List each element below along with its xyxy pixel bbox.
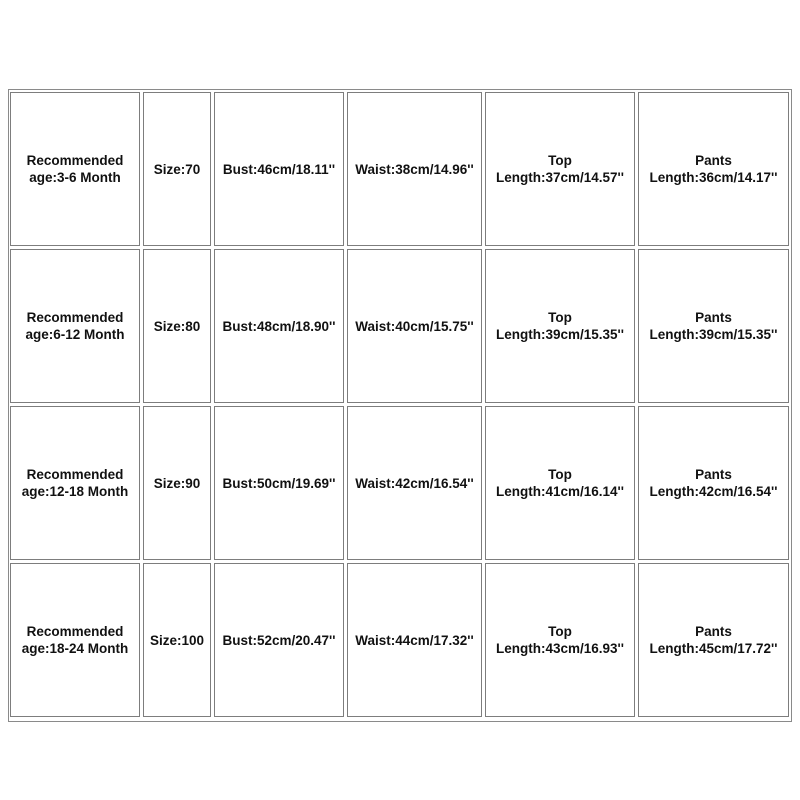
row-3-size-cell: Size:90 xyxy=(143,406,211,560)
row-3-waist-cell: Waist:42cm/16.54'' xyxy=(347,406,482,560)
row-3-top-length-cell: Top Length:41cm/16.14'' xyxy=(485,406,635,560)
row-1-top-length-cell: Top Length:37cm/14.57'' xyxy=(485,92,635,246)
row-4-size-cell: Size:100 xyxy=(143,563,211,717)
row-1-waist-cell: Waist:38cm/14.96'' xyxy=(347,92,482,246)
row-3-pants-length-cell: Pants Length:42cm/16.54'' xyxy=(638,406,789,560)
row-2-top-length-cell: Top Length:39cm/15.35'' xyxy=(485,249,635,403)
row-1-size-cell: Size:70 xyxy=(143,92,211,246)
row-1-pants-length-cell: Pants Length:36cm/14.17'' xyxy=(638,92,789,246)
row-2-size-cell: Size:80 xyxy=(143,249,211,403)
row-2-pants-length-cell: Pants Length:39cm/15.35'' xyxy=(638,249,789,403)
row-3-age-cell: Recommended age:12-18 Month xyxy=(10,406,140,560)
row-1-bust-cell: Bust:46cm/18.11'' xyxy=(214,92,344,246)
row-2-waist-cell: Waist:40cm/15.75'' xyxy=(347,249,482,403)
row-2-bust-cell: Bust:48cm/18.90'' xyxy=(214,249,344,403)
row-4-pants-length-cell: Pants Length:45cm/17.72'' xyxy=(638,563,789,717)
row-4-age-cell: Recommended age:18-24 Month xyxy=(10,563,140,717)
row-4-bust-cell: Bust:52cm/20.47'' xyxy=(214,563,344,717)
row-1-age-cell: Recommended age:3-6 Month xyxy=(10,92,140,246)
size-chart-table xyxy=(8,89,792,722)
row-4-top-length-cell: Top Length:43cm/16.93'' xyxy=(485,563,635,717)
row-4-waist-cell: Waist:44cm/17.32'' xyxy=(347,563,482,717)
row-2-age-cell: Recommended age:6-12 Month xyxy=(10,249,140,403)
row-3-bust-cell: Bust:50cm/19.69'' xyxy=(214,406,344,560)
